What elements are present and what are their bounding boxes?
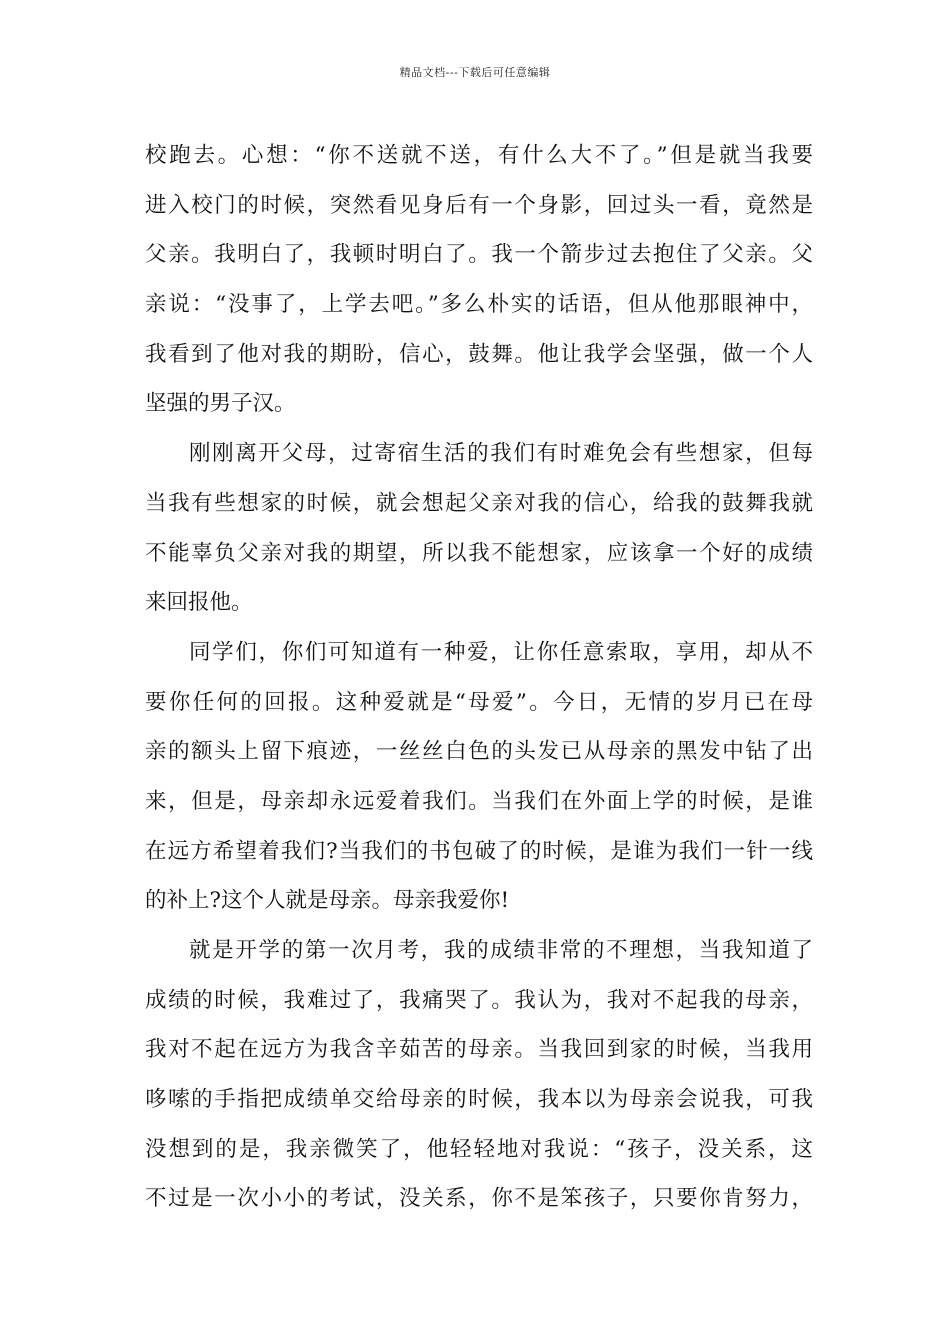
- text-line: 同学们，你们可知道有一种爱，让你任意索取，享用，却从不: [189, 639, 813, 665]
- text-line: 成绩的时候，我难过了，我痛哭了。我认为，我对不起我的母亲，: [145, 987, 813, 1013]
- text-line: 我看到了他对我的期盼，信心，鼓舞。他让我学会坚强，做一个人: [145, 341, 813, 367]
- text-line: 不过是一次小小的考试，没关系，你不是笨孩子，只要你肯努力，: [145, 1186, 813, 1212]
- text-line: 不能辜负父亲对我的期望，所以我不能想家，应该拿一个好的成绩: [145, 540, 813, 566]
- text-line: 当我有些想家的时候，就会想起父亲对我的信心，给我的鼓舞我就: [145, 490, 813, 516]
- text-line: 我对不起在远方为我含辛茹苦的母亲。当我回到家的时候，当我用: [145, 1037, 813, 1063]
- text-line: 刚刚离开父母，过寄宿生活的我们有时难免会有些想家，但每: [189, 441, 813, 467]
- text-line: 校跑去。心想：“你不送就不送，有什么大不了。”但是就当我要: [145, 143, 813, 168]
- text-line: 没想到的是，我亲微笑了，他轻轻地对我说：“孩子，没关系，这: [145, 1136, 813, 1162]
- page-header: 精品文档---下载后可任意编辑: [399, 66, 551, 79]
- text-line: 亲的额头上留下痕迹，一丝丝白色的头发已从母亲的黑发中钻了出: [145, 739, 813, 765]
- text-line: 来，但是，母亲却永远爱着我们。当我们在外面上学的时候，是谁: [145, 788, 813, 814]
- text-line: 父亲。我明白了，我顿时明白了。我一个箭步过去抱住了父亲。父: [145, 242, 813, 268]
- text-line: 来回报他。: [145, 590, 253, 616]
- text-line: 的补上?这个人就是母亲。母亲我爱你!: [145, 888, 510, 914]
- text-line: 进入校门的时候，突然看见身后有一个身影，回过头一看，竟然是: [145, 192, 813, 218]
- text-line: 坚强的男子汉。: [145, 391, 296, 417]
- text-line: 就是开学的第一次月考，我的成绩非常的不理想，当我知道了: [189, 938, 813, 963]
- text-line: 亲说：“没事了，上学去吧。”多么朴实的话语，但从他那眼神中，: [145, 292, 813, 318]
- text-line: 哆嗦的手指把成绩单交给母亲的时候，我本以为母亲会说我，可我: [145, 1087, 813, 1113]
- text-line: 要你任何的回报。这种爱就是“母爱”。今日，无情的岁月已在母: [145, 689, 813, 715]
- text-line: 在远方希望着我们?当我们的书包破了的时候，是谁为我们一针一线: [145, 838, 813, 864]
- document-body: [145, 131, 813, 1224]
